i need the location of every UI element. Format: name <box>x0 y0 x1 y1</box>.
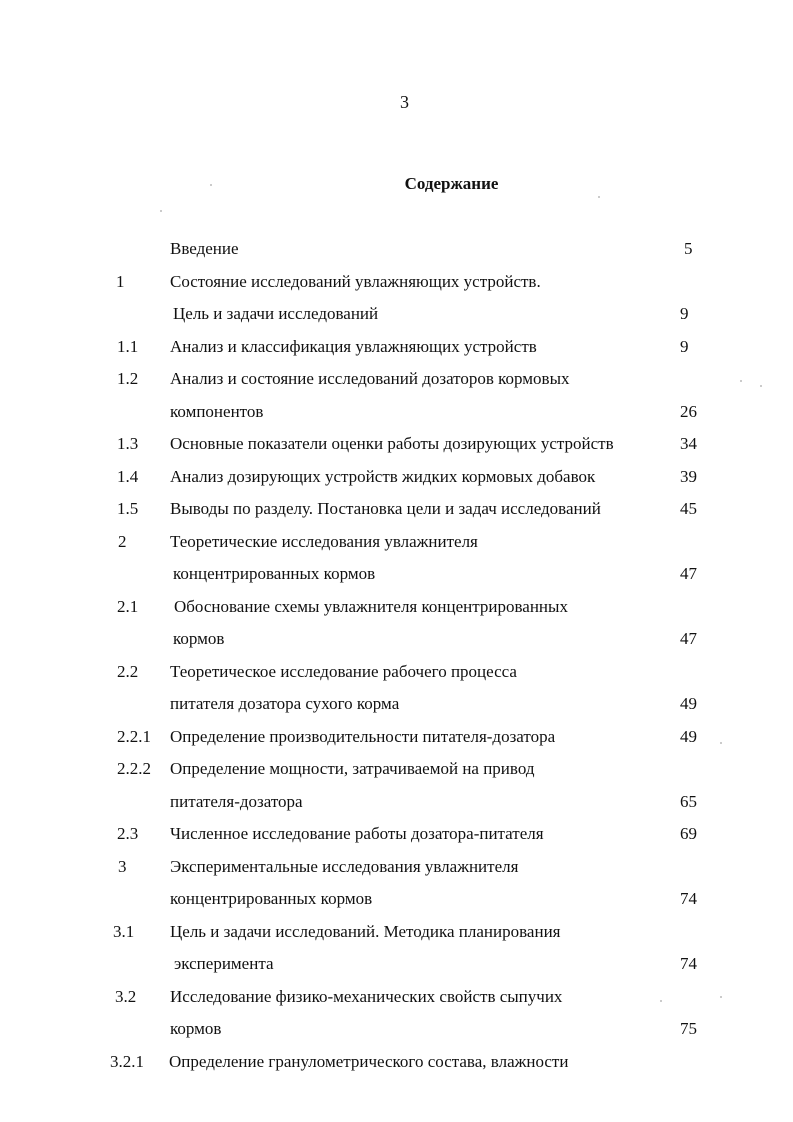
toc-line <box>0 1017 793 1041</box>
toc-page-number: 34 <box>680 434 697 453</box>
toc-line <box>0 562 793 586</box>
toc-section-number: 3.2 <box>115 987 137 1006</box>
toc-line <box>0 855 793 879</box>
toc-line <box>0 302 793 326</box>
toc-page-number: 45 <box>680 499 697 518</box>
toc-page-number: 49 <box>680 694 697 713</box>
toc-line <box>0 432 793 456</box>
page-title: Содержание <box>404 174 499 193</box>
scan-speck <box>720 996 722 998</box>
toc-entry-text: Численное исследование работы дозатора-питателя <box>170 824 544 843</box>
toc-page-number: 9 <box>680 304 689 323</box>
toc-section-number: 3 <box>118 857 127 876</box>
toc-line <box>0 920 793 944</box>
scan-speck <box>660 1000 662 1002</box>
toc-page-number: 47 <box>680 564 697 583</box>
toc-section-number: 2.3 <box>117 824 139 843</box>
scan-speck <box>720 742 722 744</box>
toc-entry-text: Теоретическое исследование рабочего процесса <box>170 662 517 681</box>
toc-page-number: 9 <box>680 337 689 356</box>
toc-entry-text: Определение гранулометрического состава, влажности <box>169 1052 569 1071</box>
toc-line <box>0 692 793 716</box>
toc-line <box>0 497 793 521</box>
toc-section-number: 3.1 <box>113 922 135 941</box>
toc-entry-text: Введение <box>170 239 239 258</box>
toc-entry-text: Теоретические исследования увлажнителя <box>170 532 478 551</box>
toc-entry-text: Цель и задачи исследований <box>173 304 379 323</box>
toc-entry-text: Определение мощности, затрачиваемой на привод <box>170 759 535 778</box>
toc-entry-text: Экспериментальные исследования увлажнителя <box>170 857 519 876</box>
toc-entry-text: Цель и задачи исследований. Методика планирования <box>170 922 561 941</box>
toc-line <box>0 237 793 261</box>
toc-section-number: 1.3 <box>117 434 139 453</box>
toc-entry-text: питателя-дозатора <box>170 792 303 811</box>
toc-section-number: 1.4 <box>117 467 139 486</box>
toc-entry-text: концентрированных кормов <box>170 889 373 908</box>
toc-section-number: 2 <box>118 532 127 551</box>
toc-page-number: 74 <box>680 889 697 908</box>
toc-line <box>0 952 793 976</box>
toc-page-number: 39 <box>680 467 697 486</box>
toc-line <box>0 725 793 749</box>
toc-section-number: 2.2.1 <box>117 727 151 746</box>
toc-page-number: 49 <box>680 727 697 746</box>
toc-entry-text: Анализ и состояние исследований дозаторов кормовых <box>170 369 570 388</box>
toc-line <box>0 822 793 846</box>
scan-speck <box>740 380 742 382</box>
toc-entry-text: компонентов <box>170 402 264 421</box>
toc-entry-text: Обоснование схемы увлажнителя концентрированных <box>174 597 568 616</box>
toc-page-number: 65 <box>680 792 697 811</box>
toc-line <box>0 790 793 814</box>
toc-line <box>0 530 793 554</box>
toc-line <box>0 660 793 684</box>
toc-section-number: 1.2 <box>117 369 139 388</box>
toc-page-number: 75 <box>680 1019 697 1038</box>
scan-speck <box>210 184 212 186</box>
scan-speck <box>598 196 600 198</box>
toc-page-number: 74 <box>680 954 697 973</box>
toc-entry-text: концентрированных кормов <box>173 564 376 583</box>
toc-line <box>0 887 793 911</box>
toc-line <box>0 595 793 619</box>
page-number: 3 <box>400 92 409 112</box>
toc-line <box>0 367 793 391</box>
toc-line <box>0 757 793 781</box>
toc-section-number: 2.2 <box>117 662 139 681</box>
toc-entry-text: Определение производительности питателя-дозатора <box>170 727 556 746</box>
toc-page-number: 69 <box>680 824 697 843</box>
toc-entry-text: Состояние исследований увлажняющих устройств. <box>170 272 541 291</box>
toc-line <box>0 335 793 359</box>
toc-line <box>0 465 793 489</box>
toc-entry-text: кормов <box>170 1019 222 1038</box>
toc-page-number: 47 <box>680 629 697 648</box>
toc-page-number: 5 <box>684 239 693 258</box>
toc-line <box>0 400 793 424</box>
scan-speck <box>160 210 162 212</box>
toc-section-number: 3.2.1 <box>110 1052 144 1071</box>
toc-line <box>0 270 793 294</box>
toc-section-number: 1.5 <box>117 499 139 518</box>
toc-entry-text: Анализ дозирующих устройств жидких кормовых добавок <box>170 467 596 486</box>
scan-speck <box>760 385 762 387</box>
toc-section-number: 2.1 <box>117 597 139 616</box>
toc-entry-text: Основные показатели оценки работы дозирующих устройств <box>170 434 614 453</box>
toc-entry-text: Анализ и классификация увлажняющих устройств <box>170 337 537 356</box>
toc-page-number: 26 <box>680 402 697 421</box>
toc-line <box>0 985 793 1009</box>
toc-line <box>0 627 793 651</box>
toc-section-number: 1.1 <box>117 337 139 356</box>
toc-section-number: 1 <box>116 272 125 291</box>
toc-line <box>0 1050 793 1074</box>
toc-entry-text: кормов <box>173 629 225 648</box>
toc-section-number: 2.2.2 <box>117 759 151 778</box>
toc-entry-text: Исследование физико-механических свойств сыпучих <box>170 987 563 1006</box>
toc-entry-text: Выводы по разделу. Постановка цели и задач исследований <box>170 499 601 518</box>
toc-entry-text: питателя дозатора сухого корма <box>170 694 400 713</box>
toc-entry-text: эксперимента <box>174 954 274 973</box>
